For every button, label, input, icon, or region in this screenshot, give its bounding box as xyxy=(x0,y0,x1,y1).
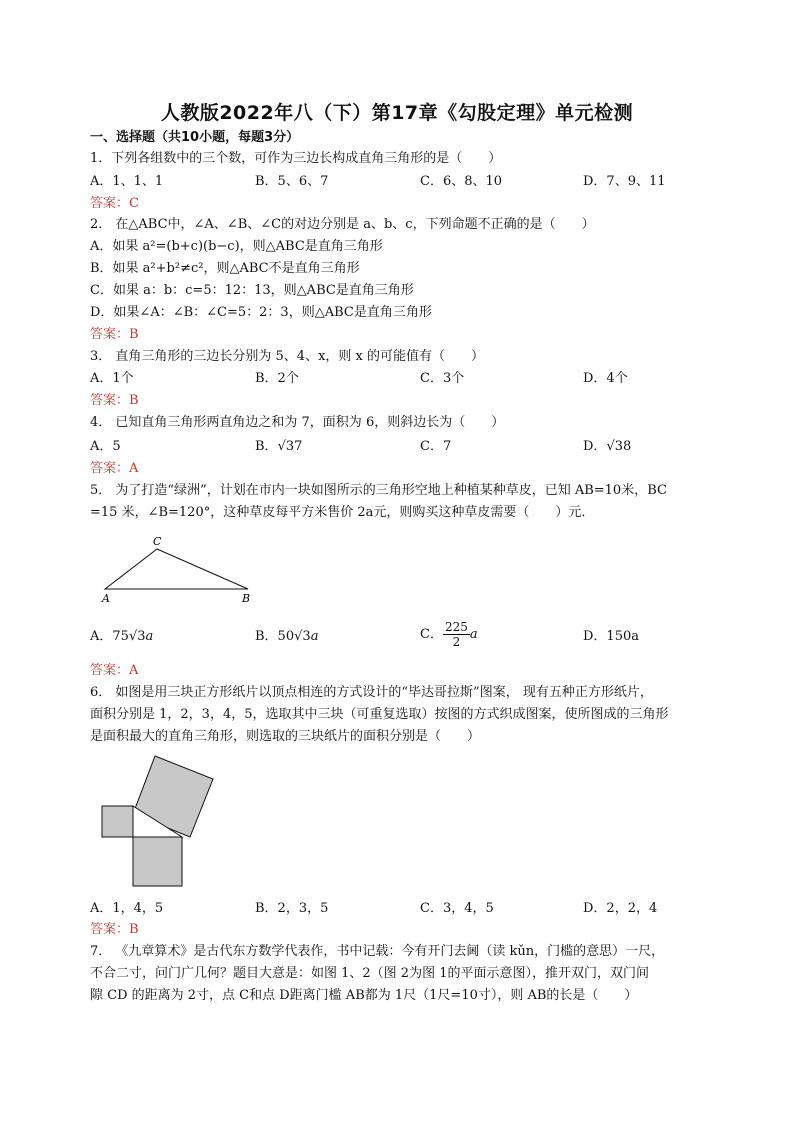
q5-option-a: A．75√3a xyxy=(90,629,154,644)
q1-option-c: C．6、8、10 xyxy=(420,174,503,189)
q2-option-b: B．如果 a²+b²≠c²，则△ABC不是直角三角形 xyxy=(90,261,360,276)
pythagoras-squares-figure xyxy=(100,756,220,891)
question-6-stem-line-3: 是面积最大的直角三角形，则选取的三块纸片的面积分别是（ ） xyxy=(90,729,481,744)
q6-option-a: A．1，4，5 xyxy=(90,901,164,916)
fraction: $\frac{225}{2}$ xyxy=(444,620,468,649)
radicand: 38 xyxy=(614,439,632,454)
sqrt-sign: √ xyxy=(606,439,615,454)
q1-answer: 答案：C xyxy=(90,196,139,211)
sqrt-sign: √ xyxy=(294,629,303,644)
q2-option-a: A．如果 a²=(b+c)(b−c)，则△ABC是直角三角形 xyxy=(90,239,383,254)
vertex-b-label: B xyxy=(242,592,251,605)
q3-option-d: D．4个 xyxy=(583,371,628,386)
small-square xyxy=(102,806,133,837)
q6-option-b: B．2，3，5 xyxy=(255,901,329,916)
question-5-stem-line-2: =15 米，∠B=120°，这种草皮每平方米售价 2a元，则购买这种草皮需要（ ）元． xyxy=(90,505,595,520)
question-1-stem: 1．下列各组数中的三个数，可作为三边长构成直角三角形的是（ ） xyxy=(90,151,502,166)
q2-answer: 答案：B xyxy=(90,327,139,342)
question-5-stem-line-1: 5． 为了打造“绿洲”，计划在市内一块如图所示的三角形空地上种植某种草皮，已知 AB=10米，BC xyxy=(90,483,667,498)
triangle-abc-figure xyxy=(100,534,260,604)
q6-option-c: C．3，4，5 xyxy=(420,901,494,916)
question-7-stem-line-1: 7． 《九章算术》是古代东方数学代表作，书中记载：今有开门去阃（读 kǔn，门槛的意思）一尺， xyxy=(90,944,665,959)
q1-option-a: A．1、1、1 xyxy=(90,174,164,189)
q5-option-d: D．150a xyxy=(583,629,639,644)
q5-option-b: B．50√3a xyxy=(255,629,319,644)
question-4-stem: 4． 已知直角三角形两直角边之和为 7，面积为 6，则斜边长为（ ） xyxy=(90,415,505,430)
q3-answer: 答案：B xyxy=(90,393,139,408)
q4-option-a: A．5 xyxy=(90,439,121,454)
q4-option-d: D．√38 xyxy=(583,439,632,454)
question-2-stem: 2． 在△ABC中，∠A、∠B、∠C的对边分别是 a、b、c，下列命题不正确的是（ ） xyxy=(90,217,595,232)
question-7-stem-line-3: 隙 CD 的距离为 2寸，点 C和点 D距离门槛 AB都为 1尺（1尺=10寸），则 AB的长是（ ） xyxy=(90,988,638,1003)
q4-answer: 答案：A xyxy=(90,461,139,476)
question-3-stem: 3． 直角三角形的三边长分别为 5、4、x，则 x 的可能值有（ ） xyxy=(90,349,485,364)
radicand: 37 xyxy=(285,439,303,454)
q4-option-b: B．√37 xyxy=(255,439,303,454)
q3-option-c: C．3个 xyxy=(420,371,465,386)
q4-option-c: C．7 xyxy=(420,439,452,454)
triangle-shape xyxy=(105,549,248,589)
q5-option-c: C． $\frac{225}{2}$ a xyxy=(420,620,478,649)
q1-option-b: B．5、6、7 xyxy=(255,174,329,189)
sqrt-sign: √ xyxy=(128,629,138,644)
q3-option-a: A．1个 xyxy=(90,371,134,386)
q5-answer: 答案：A xyxy=(90,663,139,678)
sqrt-sign: √ xyxy=(277,439,286,454)
q6-option-d: D．2，2，4 xyxy=(583,901,658,916)
page-title: 人教版2022年八（下）第17章《勾股定理》单元检测 xyxy=(160,102,634,124)
q6-answer: 答案：B xyxy=(90,922,139,937)
q2-option-d: D．如果∠A：∠B：∠C=5：2：3，则△ABC是直角三角形 xyxy=(90,305,432,320)
q2-option-c: C．如果 a：b：c=5：12：13，则△ABC是直角三角形 xyxy=(90,283,414,298)
medium-square xyxy=(133,837,182,886)
question-6-stem-line-2: 面积分别是 1，2，3，4，5，选取其中三块（可重复选取）按图的方式织成图案，使所图成的三角形 xyxy=(90,707,669,722)
question-6-stem-line-1: 6． 如图是用三块正方形纸片以顶点相连的方式设计的“毕达哥拉斯”图案， 现有五种正方形纸片， xyxy=(90,685,653,700)
q1-option-d: D．7、9、11 xyxy=(583,174,666,189)
section-heading: 一、选择题（共10小题，每题3分） xyxy=(90,130,300,145)
question-7-stem-line-2: 不合二寸，问门广几何？题目大意是：如图 1、2（图 2为图 1的平面示意图），推开双门，双门间 xyxy=(90,966,649,981)
q3-option-b: B．2个 xyxy=(255,371,299,386)
vertex-a-label: A xyxy=(102,592,110,605)
vertex-c-label: C xyxy=(153,535,162,548)
